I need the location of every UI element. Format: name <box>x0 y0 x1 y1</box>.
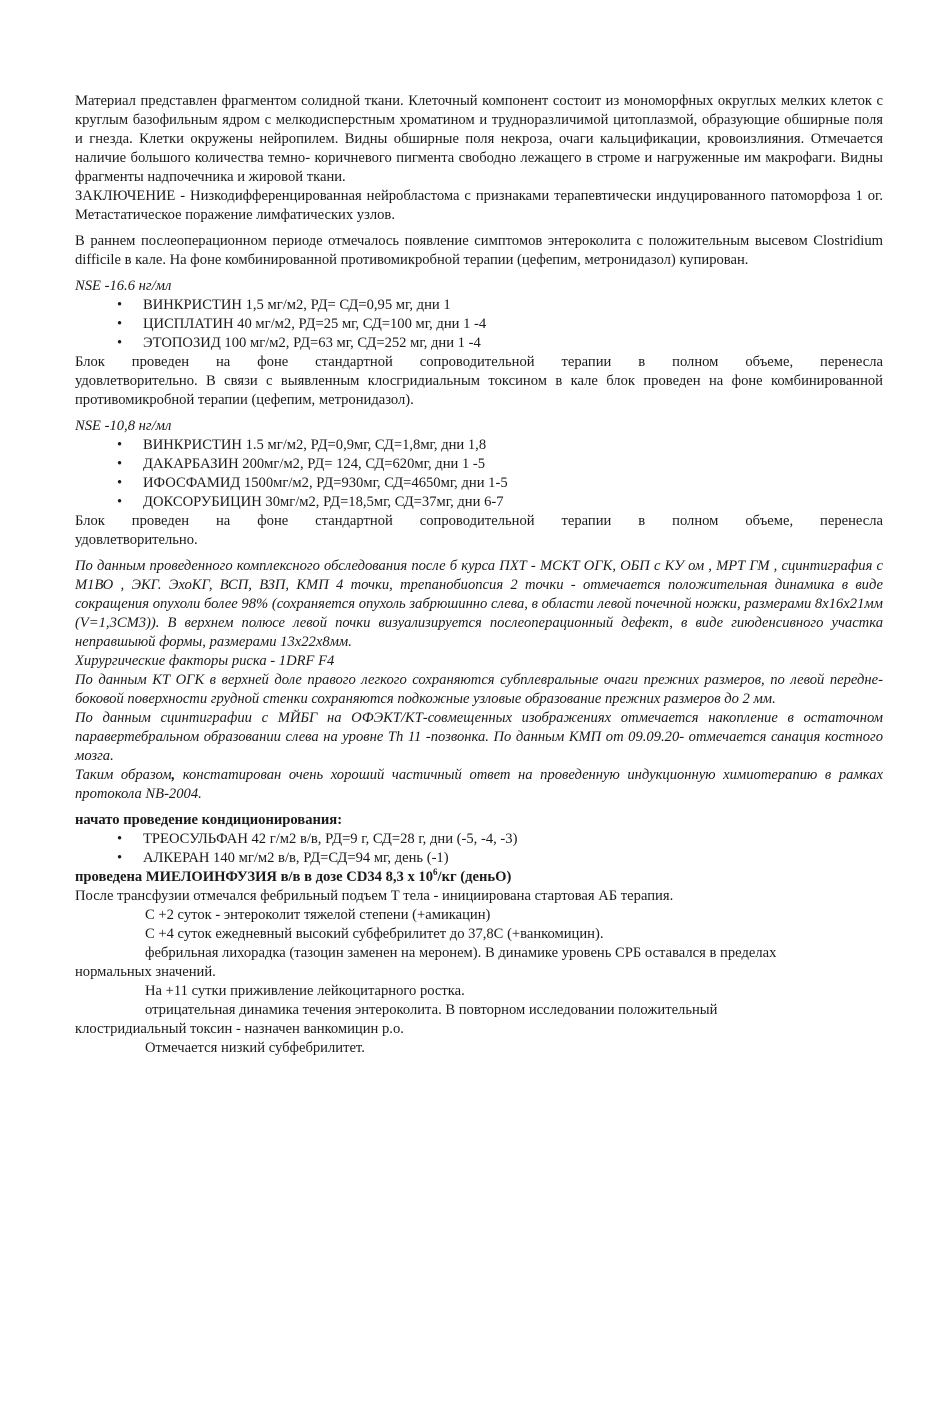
day-plus-4-line: С +4 суток ежедневный высокий субфебрилитет до 37,8С (+ванкомицин). <box>145 926 604 942</box>
list-item: • ВИНКРИСТИН 1.5 мг/м2, РД=0,9мг, СД=1,8мг, дни 1,8 <box>75 436 883 455</box>
morphology-paragraph: Материал представлен фрагментом солидной ткани. Клеточный компонент состоит из мономорфных округлых мелких клеток с круглым базофильным ядром с мелкодисперстным хроматином и трудноразличимой цитоплазмой, образующие обширные поля и гнезда. Клетки окружены нейропилем. Видны обширные поля некроза, очаги кальцификации, кровоизлияния. Отмечается наличие большого количества темно- коричневого пигмента свободно лежащего в строме и нагруженные им макрофаги. Видны фрагменты надпочечника и жировой ткани. <box>75 93 883 185</box>
list-item: • ДОКСОРУБИЦИН 30мг/м2, РД=18,5мг, СД=37мг, дни 6-7 <box>75 493 883 512</box>
response-comma: , <box>171 767 176 783</box>
febrile-line: фебрильная лихорадка (тазоцин заменен на меронем). В динамике уровень СРБ оставался в пределах <box>145 945 777 961</box>
chemo-course-1-list <box>75 296 883 353</box>
infusion-unit: /кг (деньО) <box>437 869 512 885</box>
response-text: констатирован очень хороший частичный ответ на проведенную индукционную химиотерапию в рамках протокола NB-2004. <box>75 767 883 802</box>
enterocolitis-line: отрицательная динамика течения энтероколита. В повторном исследовании положительный <box>145 1002 718 1018</box>
list-item: • ЦИСПЛАТИН 40 мг/м2, РД=25 мг, СД=100 мг, дни 1 -4 <box>75 315 883 334</box>
conditioning-title: начато проведение кондиционирования: <box>75 812 343 828</box>
chemo-course-2-list <box>75 436 883 512</box>
febrile-line-cont: нормальных значений. <box>75 964 216 980</box>
list-item: • ВИНКРИСТИН 1,5 мг/м2, РД= СД=0,95 мг, дни 1 <box>75 296 883 315</box>
conclusion-paragraph: ЗАКЛЮЧЕНИЕ - Низкодифференцированная нейробластома с признаками терапевтически индуцированного патоморфоза 1 ог. Метастатическое поражение лимфатических узлов. <box>75 188 883 223</box>
ct-paragraph: По данным КТ ОГК в верхней доле правого легкого сохраняются субплевральные очаги прежних размеров, по левой передне-боковой поверхности грудной стенки сохраняются подкожные узловые образование прежних размеров до 2 мм. <box>75 672 883 707</box>
conditioning-list <box>75 830 883 868</box>
infusion-text: проведена МИЕЛОИНФУЗИЯ в/в в дозе CD34 8,3 х 10 <box>75 869 434 885</box>
infusion-exponent: 6 <box>433 867 438 877</box>
block-1-rest: удовлетворительно. В связи с выявленным клосгридиальным токсином в кале блок проведен на фоне комбинированной противомикробной терапии (цефепим, метронидазол). <box>75 373 883 408</box>
block-2-line-1: Блок проведен на фоне стандартной сопроводительной терапии в полном объеме, перенесла <box>75 513 883 529</box>
enterocolitis-line-cont: клостридиальный токсин - назначен ванкомицин р.о. <box>75 1021 404 1037</box>
block-1-line-1: Блок проведен на фоне стандартной сопроводительной терапии в полном объеме, перенесла <box>75 354 883 370</box>
nse-value-1: NSE -16.6 нг/мл <box>75 278 172 294</box>
list-item: • ТРЕОСУЛЬФАН 42 г/м2 в/в, РД=9 г, СД=28 г, дни (-5, -4, -3) <box>75 830 883 849</box>
surgical-risk-factors: Хирургические факторы риска - 1DRF F4 <box>75 653 335 669</box>
exam-summary-paragraph: По данным проведенного комплексного обследования после б курса ПХТ - МСКТ ОГК, ОБП с КУ ом , МРТ ГМ , сцинтиграфия с М1ВО , ЭКГ. ЭхоКГ, ВСП, ВЗП, КМП 4 точки, трепанобиопсия 2 точки - отмечается положительная динамика в виде сокращения опухоли более 98% (сохраняется опухоль забрюшинно слева, в области левой почечной ножки, размерами 8х16х21мм (V=1,3СМ3)). В верхнем полюсе левой почки визуализируется послеоперационный дефект, в виде гиюденсивного участка неправшыюй формы, размерами 13х22х8мм. <box>75 558 883 650</box>
block-2-rest: удовлетворительно. <box>75 532 198 548</box>
list-item: • АЛКЕРАН 140 мг/м2 в/в, РД=СД=94 мг, день (-1) <box>75 849 883 868</box>
subfebrile-line: Отмечается низкий субфебрилитет. <box>145 1040 365 1056</box>
list-item: • ИФОСФАМИД 1500мг/м2, РД=930мг, СД=4650мг, дни 1-5 <box>75 474 883 493</box>
myeloinfusion-line <box>75 868 883 887</box>
day-plus-11-line: На +11 сутки приживление лейкоцитарного ростка. <box>145 983 465 999</box>
list-item: • ДАКАРБАЗИН 200мг/м2, РД= 124, СД=620мг, дни 1 -5 <box>75 455 883 474</box>
list-item: • ЭТОПОЗИД 100 мг/м2, РД=63 мг, СД=252 мг, дни 1 -4 <box>75 334 883 353</box>
response-lead: Таким образом <box>75 767 172 783</box>
response-paragraph <box>75 766 883 804</box>
postop-paragraph: В раннем послеоперационном периоде отмечалось появление симптомов энтероколита с положительным высевом Clostridium difficile в кале. На фоне комбинированной противомикробной терапии (цефепим, метронидазол) купирован. <box>75 233 883 268</box>
scintigraphy-paragraph: По данным сцинтиграфии с МЙБГ на ОФЭКТ/КТ-совмещенных изображениях отмечается накопление в остаточном паравертебральном образовании слева на уровне Th 11 -позвонка. По данным КМП от 09.09.20- отмечается санация костного мозга. <box>75 710 883 764</box>
day-plus-2-line: С +2 суток - энтероколит тяжелой степени (+амикацин) <box>145 907 491 923</box>
document-page <box>75 92 883 1058</box>
nse-value-2: NSE -10,8 нг/мл <box>75 418 172 434</box>
post-transfusion-line: После трансфузии отмечался фебрильный подъем Т тела - инициирована стартовая АБ терапия. <box>75 888 674 904</box>
